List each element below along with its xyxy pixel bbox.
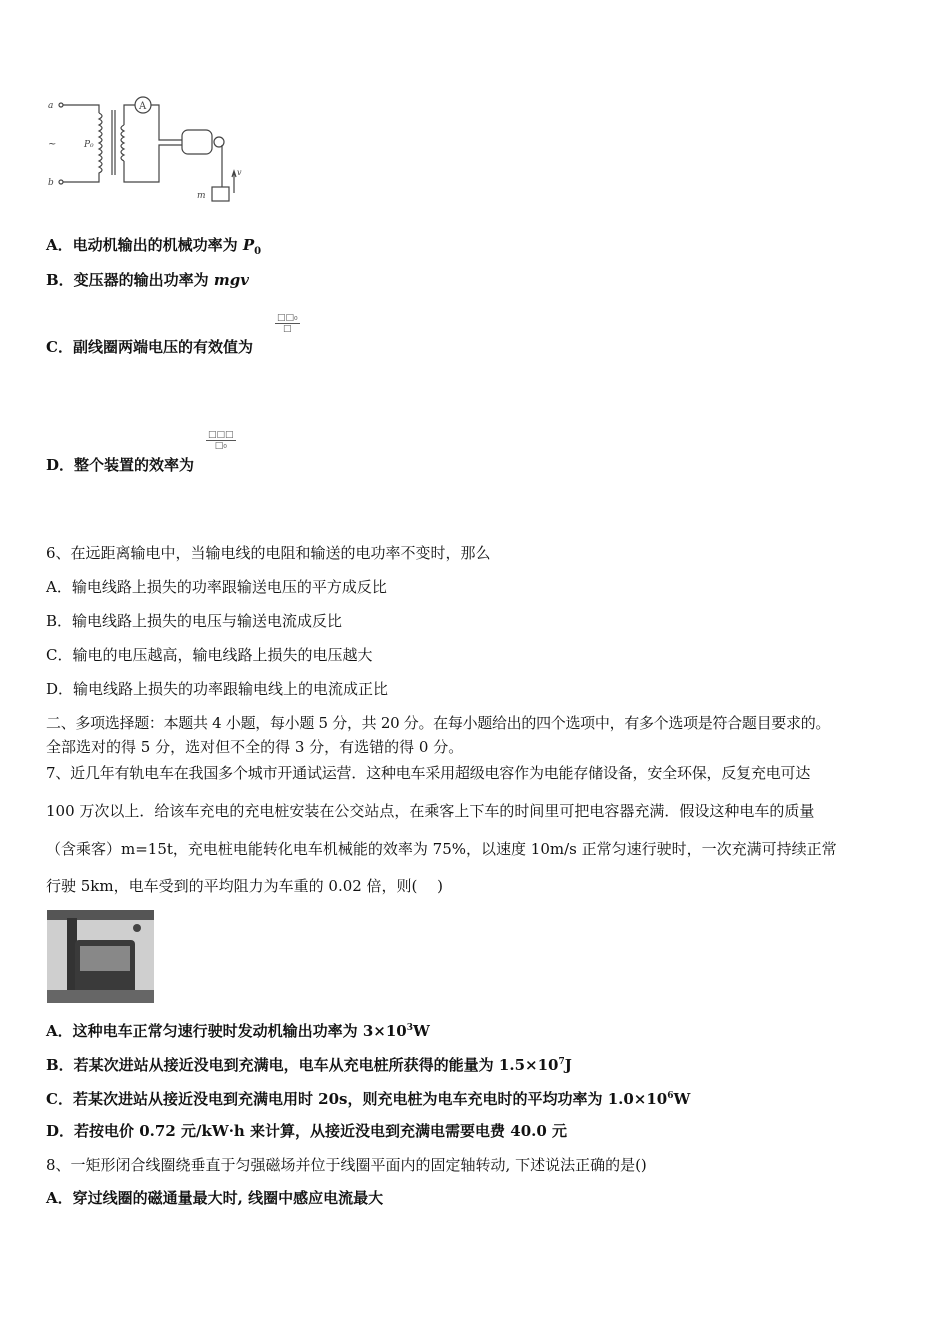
- velocity-label: v: [237, 168, 242, 177]
- option-text: B．若某次进站从接近没电到充满电，电车从充电桩所获得的能量为 1.5×10: [46, 1056, 559, 1074]
- terminal-a-label: a: [48, 101, 54, 111]
- q7-option-c: [46, 1086, 690, 1109]
- p0-label: P₀: [84, 140, 94, 150]
- q5-option-d: D．整个装置的效率为: [46, 456, 195, 474]
- q7-stem-line3: （含乘客）m=15t，充电桩电能转化电车机械能的效率为 75%，以速度 10m/s 正常匀速行驶时，一次充满可持续正常: [46, 840, 837, 858]
- fraction-denominator: □₀: [214, 441, 227, 451]
- exponent: 3: [406, 1023, 414, 1033]
- option-text: A．电动机输出的机械功率为: [46, 236, 243, 254]
- option-text: C．若某次进站从接近没电到充满电用时 20s，则充电桩为电车充电时的平均功率为 1.0×10: [46, 1090, 668, 1108]
- unit: J: [564, 1056, 572, 1074]
- q6-option-d: D．输电线路上损失的功率跟输电线上的电流成正比: [46, 680, 389, 698]
- tram-charging-photo: [47, 910, 154, 1003]
- q6-stem: 6、在远距离输电中，当输电线的电阻和输送的电功率不变时，那么: [46, 544, 491, 562]
- q6-option-a: A．输电线路上损失的功率跟输送电压的平方成反比: [46, 578, 387, 596]
- transformer-motor-diagram: [44, 95, 259, 205]
- mass-label: m: [197, 191, 206, 201]
- ac-symbol: ~: [48, 139, 57, 150]
- fraction-numerator: □□□: [208, 430, 234, 440]
- unit: W: [413, 1022, 430, 1040]
- option-symbol: mgv: [213, 271, 249, 289]
- q5-option-a: [46, 235, 261, 262]
- exponent: 7: [558, 1057, 565, 1067]
- fraction-denominator: □: [283, 324, 292, 334]
- section-heading: 二、多项选择题：本题共 4 小题，每小题 5 分，共 20 分。在每小题给出的四个选项中，有多个选项是符合题目要求的。: [46, 714, 831, 732]
- ammeter-label: A: [139, 101, 147, 112]
- q8-option-a: A．穿过线圈的磁通量最大时, 线圈中感应电流最大: [46, 1189, 384, 1207]
- option-symbol: P: [242, 236, 255, 254]
- section-scoring: 全部选对的得 5 分，选对但不全的得 3 分，有选错的得 0 分。: [46, 738, 464, 756]
- q5-option-c: C．副线圈两端电压的有效值为: [46, 338, 253, 356]
- q5-option-b: [46, 270, 249, 290]
- fraction-numerator: □□₀: [277, 313, 298, 323]
- q7-option-d: D．若按电价 0.72 元/kW·h 来计算，从接近没电到充满电需要电费 40.0 元: [46, 1122, 568, 1140]
- exponent: 6: [667, 1091, 674, 1101]
- option-text: A．这种电车正常匀速行驶时发动机输出功率为 3×10: [46, 1022, 407, 1040]
- q6-option-b: B．输电线路上损失的电压与输送电流成反比: [46, 612, 343, 630]
- q7-stem-line2: 100 万次以上．给该车充电的充电桩安装在公交站点，在乘客上下车的时间里可把电容器充满．假设这种电车的质量: [46, 802, 815, 820]
- q7-stem-line1: 7、近几年有轨电车在我国多个城市开通试运营．这种电车采用超级电容作为电能存储设备，安全环保，反复充电可达: [46, 764, 811, 782]
- q7-option-b: [46, 1052, 572, 1075]
- q5-c-fraction: [275, 313, 300, 334]
- q7-stem-line4: 行驶 5km，电车受到的平均阻力为车重的 0.02 倍，则( ): [46, 877, 444, 895]
- terminal-b-label: b: [48, 178, 54, 188]
- q5-d-fraction: [206, 430, 236, 451]
- option-subscript: 0: [254, 246, 262, 257]
- unit: W: [673, 1090, 691, 1108]
- q7-option-a: [46, 1018, 430, 1041]
- q8-stem: 8、一矩形闭合线圈绕垂直于匀强磁场并位于线圈平面内的固定轴转动, 下述说法正确的是(): [46, 1156, 647, 1174]
- q6-option-c: C．输电的电压越高，输电线路上损失的电压越大: [46, 646, 373, 664]
- option-text: B．变压器的输出功率为: [46, 271, 214, 289]
